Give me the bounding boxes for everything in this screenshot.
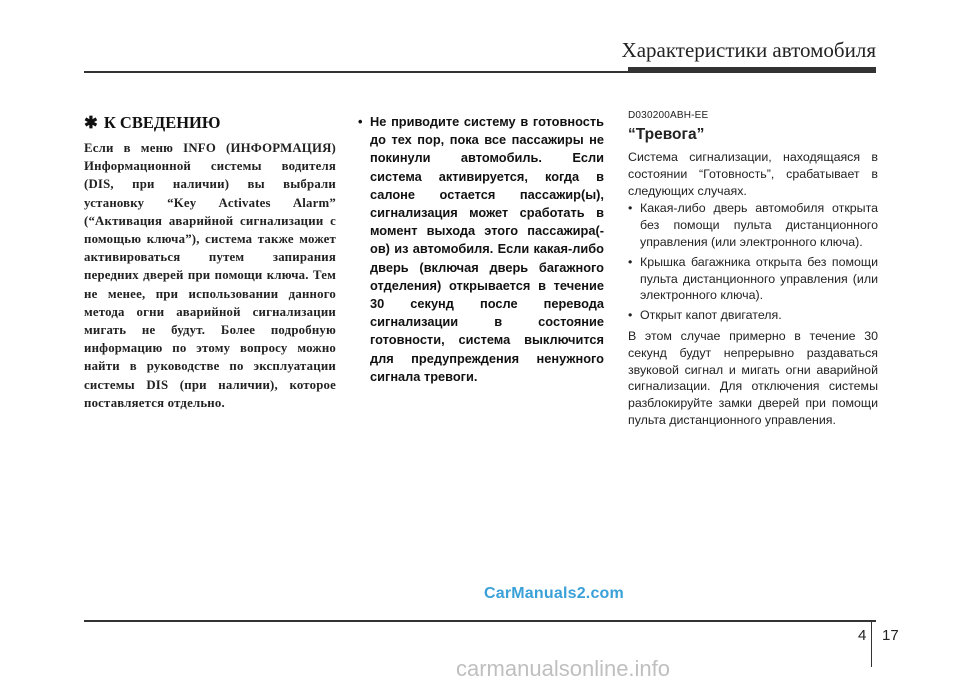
- alarm-outro: В этом случае примерно в течение 30 секунд будут непрерывно раздаваться звуковой сигнал и мигать огни аварийной сигнализации. Для отключения системы разблокируйте замки дверей при помощи пульта дистанционного управления.: [628, 328, 878, 427]
- bullet-icon: •: [628, 308, 633, 323]
- bullet-icon: •: [628, 201, 633, 216]
- alarm-title: “Тревога”: [628, 126, 705, 143]
- note-section: [84, 113, 336, 412]
- footer-rule: [84, 620, 876, 622]
- list-item: • Открыт капот двигателя.: [628, 308, 782, 323]
- carmanuals-watermark: CarManuals2.com: [484, 585, 624, 602]
- note-title-text: К СВЕДЕНИЮ: [103, 113, 221, 132]
- alarm-conditions-list: [628, 200, 878, 324]
- warning-bullet: [358, 113, 604, 386]
- warning-section: [358, 113, 604, 386]
- header-title: Характеристики автомобиля: [621, 38, 876, 62]
- site-watermark: carmanualsonline.info: [456, 656, 671, 681]
- bullet-icon: •: [628, 254, 633, 269]
- page-number: 17: [882, 627, 899, 644]
- note-body: Если в меню INFO (ИНФОРМАЦИЯ) Информационной системы водителя (DIS, при наличии) вы выбрали установку “Key Activates Alarm” (“Активация аварийной сигнализации с помощью ключа”), система также может активироваться путем запирания передних дверей при помощи ключа. Тем не менее, при использовании данного метода огни аварийной сигнализации мигать не будут. Более подробную информацию по этому вопросу можно найти в руководстве по эксплуатации системы DIS (при наличии), которое поставляется отдельно.: [84, 141, 336, 410]
- header-rule-accent: [628, 67, 876, 73]
- note-title: [84, 113, 336, 133]
- warning-text: Не приводите систему в готовность до тех пор, пока все пассажиры не покинули автомобиль. Если система активируется, когда в салоне остается пассажир(ы), сигнализация может сработать в момент выхода этого пассажира(-ов) из автомобиля. Если какая-либо дверь (включая дверь багажного отделения) открывается в течение 30 секунд после перевода сигнализации в состояние готовности, система выключится для предупреждения ненужного сигнала тревоги.: [370, 114, 604, 384]
- list-item: • Какая-либо дверь автомобиля открыта без помощи пульта дистанционного управления (или электронного ключа).: [628, 201, 878, 249]
- alarm-section: [628, 110, 878, 429]
- section-code: D030200ABH-EE: [628, 110, 709, 121]
- asterisk-icon: ✱: [84, 113, 98, 132]
- bullet-icon: •: [358, 114, 363, 129]
- list-item: • Крышка багажника открыта без помощи пульта дистанционного управления (или электронного ключа).: [628, 254, 878, 303]
- page-number-separator: [871, 621, 872, 667]
- chapter-number: 4: [858, 627, 867, 644]
- alarm-intro: Система сигнализации, находящаяся в состоянии “Готовность”, срабатывает в следующих случаях.: [628, 150, 878, 198]
